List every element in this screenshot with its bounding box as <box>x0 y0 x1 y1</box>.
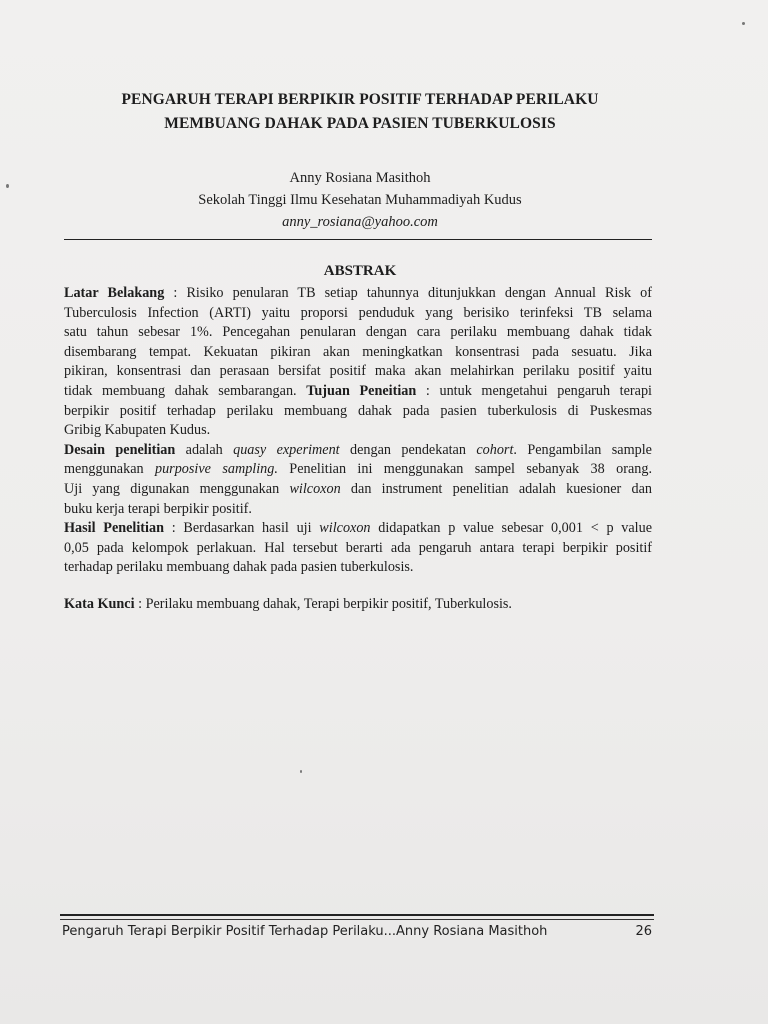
page-number: 26 <box>635 924 652 939</box>
abstract-body <box>64 284 652 578</box>
objective-label: Tujuan Peneitian <box>306 382 417 399</box>
abstract-heading: ABSTRAK <box>323 263 397 279</box>
text-line: Desain penelitian adalah quasy experiment dengan pendekatan cohort. Pengambilan sample <box>64 441 652 458</box>
text-line: tidak membuang dahak sembarangan. Tujuan Peneitian : untuk mengetahui pengaruh terapi <box>64 382 652 399</box>
text-line: terhadap perilaku membuang dahak pada pasien tuberkulosis. <box>64 559 414 576</box>
author-email: anny_rosiana@yahoo.com <box>282 214 438 230</box>
text-line: menggunakan purposive sampling. Penelitian ini menggunakan sampel sebanyak 38 orang. <box>64 461 652 478</box>
scan-speck <box>742 22 745 25</box>
design-label: Desain penelitian <box>64 441 176 458</box>
text-line: Latar Belakang : Risiko penularan TB setiap tahunnya ditunjukkan dengan Annual Risk of <box>64 285 652 301</box>
text-line: Tuberculosis Infection (ARTI) yaitu proporsi penduduk yang berisiko terinfeksi TB selama <box>64 304 652 321</box>
text-line: Hasil Penelitian : Berdasarkan hasil uji wilcoxon didapatkan p value sebesar 0,001 < p value <box>64 520 653 537</box>
text-line: berpikir positif terhadap perilaku membuang dahak pada pasien tuberkulosis di Puskesmas <box>64 402 652 419</box>
results-label: Hasil Penelitian <box>64 520 164 537</box>
results-paragraph <box>64 519 652 578</box>
background-label: Latar Belakang <box>64 285 165 301</box>
footer-divider <box>60 914 654 916</box>
running-title: Pengaruh Terapi Berpikir Positif Terhadap Perilaku...Anny Rosiana Masithoh <box>62 924 548 939</box>
title-line: PENGARUH TERAPI BERPIKIR POSITIF TERHADAP PERILAKU <box>121 91 599 108</box>
design-paragraph <box>64 441 652 519</box>
background-paragraph <box>64 284 652 441</box>
page-footer <box>62 924 652 939</box>
text-line: satu tahun sebesar 1%. Pencegahan penularan dengan cara perilaku membuang dahak tidak <box>64 324 652 341</box>
paper-title <box>60 88 660 136</box>
title-line: MEMBUANG DAHAK PADA PASIEN TUBERKULOSIS <box>164 115 556 132</box>
keywords-text: : Perilaku membuang dahak, Terapi berpikir positif, Tuberkulosis. <box>134 596 512 612</box>
header-divider <box>64 239 652 240</box>
author-block <box>60 167 660 233</box>
text-line: Gribig Kabupaten Kudus. <box>64 422 211 439</box>
scan-speck <box>300 770 302 773</box>
text-line: 0,05 pada kelompok perlakuan. Hal tersebut berarti ada pengaruh antara terapi berpikir positif <box>64 539 652 556</box>
text-line: disembarang tempat. Kekuatan pikiran akan meningkatkan konsentrasi pada sesuatu. Jika <box>64 343 652 360</box>
author-name: Anny Rosiana Masithoh <box>289 170 431 186</box>
author-affiliation: Sekolah Tinggi Ilmu Kesehatan Muhammadiyah Kudus <box>198 192 522 208</box>
keywords <box>64 594 652 614</box>
scan-speck <box>6 184 9 188</box>
footer-divider-thin <box>60 919 654 920</box>
text-line: pikiran, konsentrasi dan perasaan bersifat positif maka akan melahirkan perilaku positif yaitu <box>64 363 652 380</box>
text-line: buku kerja terapi berpikir positif. <box>64 500 252 517</box>
keywords-label: Kata Kunci <box>64 596 135 612</box>
text-line: Uji yang digunakan menggunakan wilcoxon dan instrument penelitian adalah kuesioner dan <box>64 480 652 497</box>
